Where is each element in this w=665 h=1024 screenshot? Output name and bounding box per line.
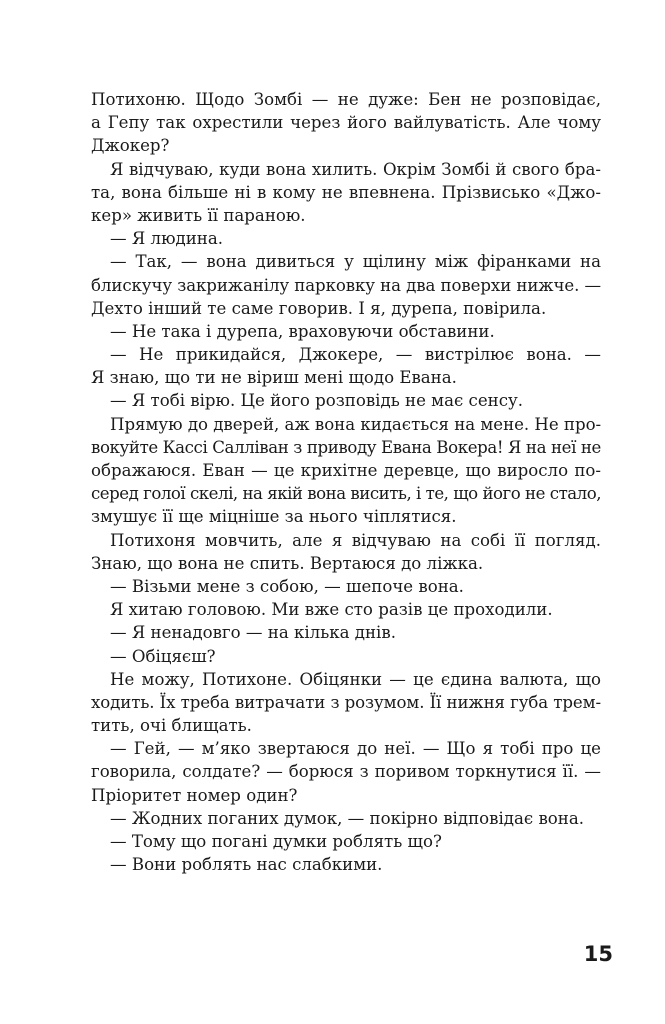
text-line: змушує її ще міцніше за нього чіплятися. [91,507,457,527]
body-text [91,88,601,876]
text-line: говорила, солдате? — борюся з поривом торкнутися її. — [91,762,601,782]
text-line: — Не прикидайся, Джокере, — вистрілює вона. — [110,345,601,365]
page-number: 15 [583,942,613,966]
text-line: ображаюся. Еван — це крихітне деревце, що виросло по- [91,461,601,480]
text-line: Пріоритет номер один? [91,785,298,805]
text-line: Я відчуваю, куди вона хилить. Окрім Зомбі й свого бра- [110,159,601,179]
text-line: Не можу, Потихоне. Обіцянки — це єдина валюта, що [110,669,601,689]
text-line: Потихоню. Щодо Зомбі — не дуже: Бен не розповідає, [91,90,601,109]
text-line: — Візьми мене з собою, — шепоче вона. [110,576,464,596]
text-line: блискучу закрижанілу парковку на два поверхи нижче. — [91,275,601,295]
text-line: Джокер? [91,136,170,156]
text-line: — Так, — вона дивиться у щілину між фіранками на [110,252,601,272]
text-line: серед голої скелі, на якій вона висить, і те, що його не стало, [91,484,601,504]
text-line: — Вони роблять нас слабкими. [110,855,383,875]
text-line: Я хитаю головою. Ми вже сто разів це проходили. [110,600,553,620]
text-line: а Гепу так охрестили через його вайлуватість. Але чому [91,113,601,133]
text-line: — Тому що погані думки роблять що? [110,832,442,851]
text-line: Прямую до дверей, аж вона кидається на мене. Не про- [110,414,602,434]
text-line: — Я людина. [110,229,224,249]
text-line: тить, очі блищать. [91,716,252,736]
text-line: — Я тобі вірю. Це його розповідь не має сенсу. [110,391,524,411]
text-line: Потихоня мовчить, але я відчуваю на собі її погляд. [110,530,601,550]
text-line: та, вона більше ні в кому не впевнена. Прізвисько «Джо- [91,182,601,202]
text-line: — Не така і дурепа, враховуючи обставини. [110,321,495,341]
text-line: — Жодних поганих думок, — покірно відповідає вона. [110,808,585,828]
text-line: Знаю, що вона не спить. Вертаюся до ліжка. [91,553,484,573]
text-line: — Обіцяєш? [110,646,216,666]
text-line: — Гей, — м’яко звертаюся до неї. — Що я тобі про це [110,739,601,759]
text-line: Я знаю, що ти не віриш мені щодо Евана. [91,368,457,388]
text-line: Дехто інший те саме говорив. І я, дурепа, повірила. [91,298,547,318]
text-line: — Я ненадовго — на кілька днів. [110,623,396,643]
text-line: вокуйте Кассі Салліван з приводу Евана Вокера! Я на неї не [91,437,601,457]
text-line: ходить. Їх треба витрачати з розумом. Її нижня губа трем- [91,692,601,712]
text-line: кер» живить її параною. [91,205,306,225]
